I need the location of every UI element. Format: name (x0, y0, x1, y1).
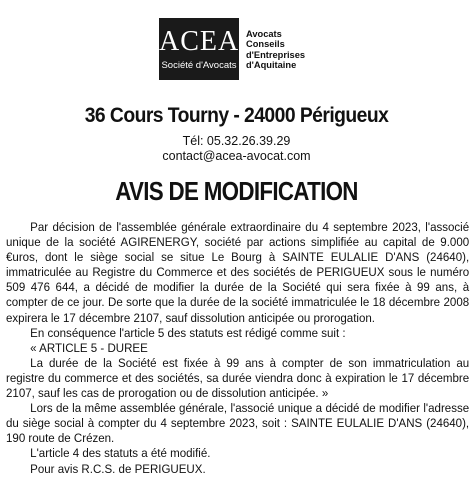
phone-number: Tél: 05.32.26.39.29 (182, 134, 291, 148)
notice-paragraph: « ARTICLE 5 - DUREE (30, 340, 148, 355)
notice-paragraph: En conséquence l'article 5 des statuts est rédigé comme suit : (30, 325, 346, 340)
notice-title: AVIS DE MODIFICATION (115, 176, 358, 206)
contact-block (0, 134, 473, 164)
firm-line: Conseils (246, 39, 285, 50)
firm-logo (159, 18, 239, 80)
email-address: contact@acea-avocat.com (162, 149, 311, 163)
firm-description (246, 29, 305, 71)
logo-subtitle: Société d'Avocats (161, 60, 237, 71)
header (0, 18, 473, 80)
notice-paragraph: L'article 4 des statuts a été modifié. (30, 446, 211, 461)
notice-body (6, 220, 469, 477)
logo-brand: ACEA (159, 26, 240, 57)
notice-paragraph: Par décision de l'assemblée générale extraordinaire du 4 septembre 2023, l'associé unique de la société AGIRENERGY, société par actions simplifiée au capital de 9.000 €uros, dont le siège social se situe Le Bourg à SAINTE EULALIE D'ANS (24640), immatriculée au Registre du Commerce et des sociétés de PERIGUEUX sous le numéro 509 476 644, a décidé de modifier la durée de la Société qui sera fixée à 99 ans, à compter de ce jour. De sorte que la durée de la société immatriculée le 18 décembre 2008 expirera le 17 décembre 2107, sauf dissolution anticipée ou prorogation. (6, 220, 470, 325)
notice-paragraph: Lors de la même assemblée générale, l'associé unique a décidé de modifier l'adresse du siège social à compter du 4 septembre 2023, soit : SAINTE EULALIE D'ANS (24640), 190 route de Crézen. (6, 401, 470, 446)
firm-address: 36 Cours Tourny - 24000 Périgueux (84, 104, 389, 127)
firm-line: d'Aquitaine (246, 60, 297, 71)
notice-paragraph: La durée de la Société est fixée à 99 ans à compter de son immatriculation au registre du commerce et des sociétés, sa durée viendra donc à expiration le 17 décembre 2107, sauf les cas de prorogation ou de dissolution anticipée. » (6, 355, 470, 401)
firm-line: Avocats (246, 29, 282, 39)
notice-paragraph: Pour avis R.C.S. de PERIGUEUX. (30, 461, 206, 476)
firm-line: d'Entreprises (246, 49, 306, 60)
